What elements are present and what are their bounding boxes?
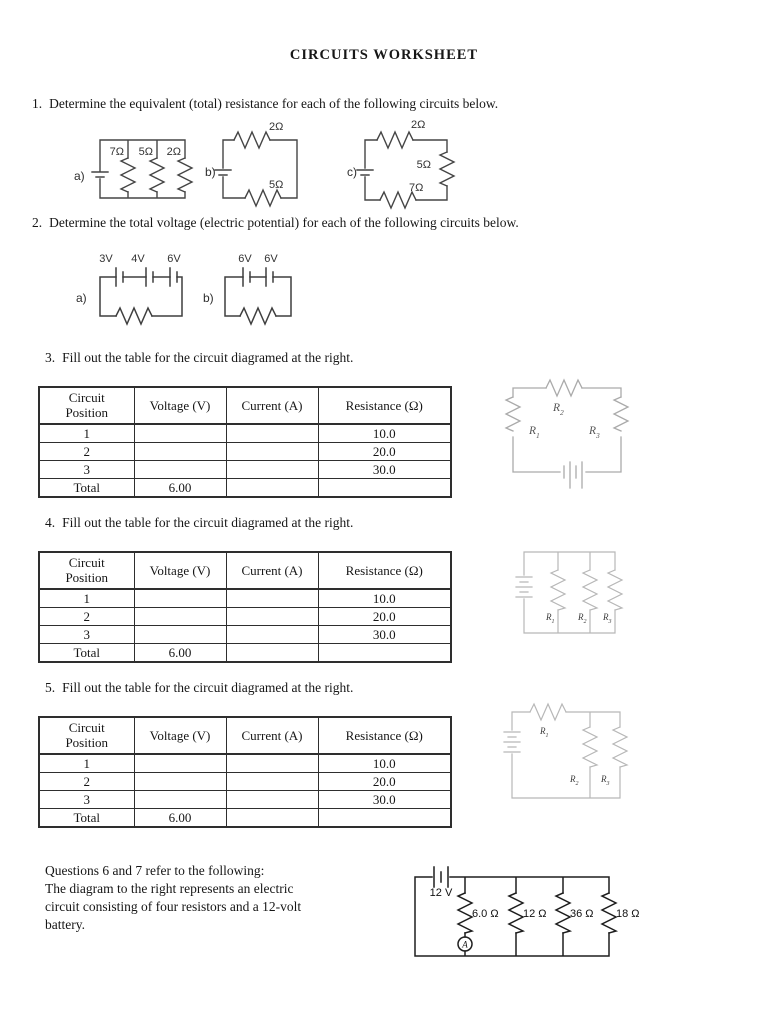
table-row bbox=[39, 608, 451, 626]
table-row bbox=[39, 809, 451, 828]
table-cell bbox=[134, 589, 226, 608]
col-header-circuit-position: Circuit Position bbox=[39, 717, 134, 754]
table bbox=[38, 716, 452, 828]
resistor-symbol bbox=[546, 380, 582, 396]
battery-symbol bbox=[146, 268, 153, 286]
resistor-symbol bbox=[116, 308, 152, 324]
battery-label: 6V bbox=[264, 253, 278, 265]
question-4-text: Fill out the table for the circuit diagramed at the right. bbox=[62, 515, 354, 530]
table-cell bbox=[134, 773, 226, 791]
resistor-symbol bbox=[556, 893, 570, 933]
table-header-row bbox=[39, 552, 451, 589]
table-cell bbox=[134, 626, 226, 644]
table-cell: 2 bbox=[39, 443, 134, 461]
resistor-label: 18 Ω bbox=[616, 908, 640, 920]
resistor-label: 2Ω bbox=[269, 121, 284, 133]
circuit-q4-diagram bbox=[510, 542, 645, 642]
resistor-symbol bbox=[440, 152, 454, 186]
table-row bbox=[39, 589, 451, 608]
table-cell: 10.0 bbox=[318, 424, 451, 443]
results-table-q4 bbox=[38, 551, 452, 663]
page-title: CIRCUITS WORKSHEET bbox=[289, 47, 479, 63]
circuit-q5-diagram bbox=[500, 690, 635, 815]
wire bbox=[512, 712, 620, 798]
table-cell bbox=[226, 589, 318, 608]
table-cell: 10.0 bbox=[318, 589, 451, 608]
table bbox=[38, 551, 452, 663]
ammeter-symbol bbox=[458, 937, 472, 951]
wire bbox=[365, 140, 447, 200]
table-cell bbox=[134, 461, 226, 479]
table-cell bbox=[226, 443, 318, 461]
resistor-symbol bbox=[614, 397, 628, 431]
table-cell: 20.0 bbox=[318, 608, 451, 626]
resistor-label: 5Ω bbox=[138, 146, 153, 158]
circuit-letter-label: b) bbox=[203, 291, 214, 305]
battery-symbol bbox=[170, 268, 177, 286]
resistor-symbol bbox=[377, 132, 413, 148]
table-row bbox=[39, 424, 451, 443]
table-cell bbox=[226, 809, 318, 828]
table-cell bbox=[134, 608, 226, 626]
question-4 bbox=[45, 515, 353, 531]
wire bbox=[524, 552, 615, 633]
results-table-q3 bbox=[38, 386, 452, 498]
question-4-number: 4. bbox=[45, 515, 56, 530]
table-cell: 1 bbox=[39, 589, 134, 608]
table-row bbox=[39, 644, 451, 663]
resistor-label: 6.0 Ω bbox=[472, 908, 499, 920]
question-6-7-intro bbox=[45, 862, 375, 934]
col-header-current: Current (A) bbox=[226, 717, 318, 754]
intro-line-4: battery. bbox=[45, 917, 85, 932]
battery-label: 6V bbox=[238, 253, 252, 265]
question-3 bbox=[45, 350, 353, 366]
table-cell bbox=[226, 626, 318, 644]
question-5-number: 5. bbox=[45, 680, 56, 695]
question-3-number: 3. bbox=[45, 350, 56, 365]
battery-label: 12 V bbox=[429, 887, 453, 899]
table-row bbox=[39, 626, 451, 644]
circuit-letter-label: c) bbox=[347, 165, 357, 179]
table-cell bbox=[134, 754, 226, 773]
table-cell: 30.0 bbox=[318, 461, 451, 479]
battery-label: 6V bbox=[167, 253, 181, 265]
question-2-number: 2. bbox=[32, 215, 43, 230]
intro-line-1: Questions 6 and 7 refer to the following: bbox=[45, 863, 265, 878]
table-cell: 1 bbox=[39, 754, 134, 773]
resistor-symbol bbox=[178, 158, 192, 192]
col-header-voltage: Voltage (V) bbox=[134, 387, 226, 424]
battery-symbol bbox=[116, 268, 123, 286]
battery-symbol bbox=[243, 268, 250, 286]
resistor-symbol bbox=[121, 158, 135, 192]
battery-symbol bbox=[504, 732, 520, 752]
table-cell: 3 bbox=[39, 791, 134, 809]
circuit-2b-diagram bbox=[195, 248, 315, 328]
circuit-letter-label: b) bbox=[205, 165, 216, 179]
table-cell: 6.00 bbox=[134, 479, 226, 498]
resistor-label: 2Ω bbox=[411, 119, 426, 131]
col-header-circuit-position: Circuit Position bbox=[39, 387, 134, 424]
resistor-symbol bbox=[240, 308, 276, 324]
resistor-label: $R_2$ bbox=[570, 774, 579, 787]
table-cell bbox=[226, 754, 318, 773]
table-cell: 1 bbox=[39, 424, 134, 443]
table-cell: 20.0 bbox=[318, 773, 451, 791]
table-header-row bbox=[39, 387, 451, 424]
resistor-label: $R_1$ bbox=[546, 612, 555, 625]
table-cell bbox=[226, 644, 318, 663]
resistor-symbol bbox=[608, 570, 622, 610]
battery-label: 4V bbox=[131, 253, 145, 265]
table-row bbox=[39, 773, 451, 791]
battery-symbol bbox=[266, 268, 273, 286]
resistor-symbol bbox=[150, 158, 164, 192]
resistor-label: 7Ω bbox=[409, 182, 424, 194]
resistor-label: $R_2$ bbox=[578, 612, 587, 625]
circuit-q67-diagram bbox=[408, 855, 658, 967]
table-cell: 6.00 bbox=[134, 809, 226, 828]
ammeter-label: A bbox=[462, 939, 468, 950]
intro-line-3: circuit consisting of four resistors and a 12-volt bbox=[45, 899, 302, 914]
table-row bbox=[39, 791, 451, 809]
question-2 bbox=[32, 215, 519, 231]
circuit-letter-label: a) bbox=[76, 291, 87, 305]
table-cell bbox=[226, 791, 318, 809]
col-header-resistance: Resistance (Ω) bbox=[318, 387, 451, 424]
table-cell bbox=[226, 424, 318, 443]
table-cell: 30.0 bbox=[318, 791, 451, 809]
resistor-label: 2Ω bbox=[166, 146, 181, 158]
battery-symbol bbox=[92, 172, 108, 177]
question-1 bbox=[32, 96, 498, 112]
question-5 bbox=[45, 680, 353, 696]
resistor-label: 5Ω bbox=[269, 179, 284, 191]
col-header-voltage: Voltage (V) bbox=[134, 717, 226, 754]
wire bbox=[223, 140, 297, 198]
table-cell: 10.0 bbox=[318, 754, 451, 773]
resistor-symbol bbox=[458, 893, 472, 933]
resistor-symbol bbox=[551, 570, 565, 610]
table-cell: 30.0 bbox=[318, 626, 451, 644]
battery-label: 3V bbox=[99, 253, 113, 265]
col-header-circuit-position: Circuit Position bbox=[39, 552, 134, 589]
resistor-symbol bbox=[509, 893, 523, 933]
battery-symbol bbox=[564, 462, 582, 488]
table-row bbox=[39, 479, 451, 498]
resistor-symbol bbox=[613, 727, 627, 767]
table-cell: Total bbox=[39, 479, 134, 498]
table-header-row bbox=[39, 717, 451, 754]
table-row bbox=[39, 443, 451, 461]
intro-line-2: The diagram to the right represents an electric bbox=[45, 881, 294, 896]
col-header-current: Current (A) bbox=[226, 387, 318, 424]
resistor-symbol bbox=[245, 190, 281, 206]
battery-symbol bbox=[357, 170, 373, 175]
resistor-label: $R_3$ bbox=[601, 774, 610, 787]
question-3-text: Fill out the table for the circuit diagramed at the right. bbox=[62, 350, 354, 365]
resistor-symbol bbox=[506, 397, 520, 431]
circuit-2a-diagram bbox=[72, 248, 207, 328]
resistor-label: $R_1$ bbox=[529, 425, 540, 440]
battery-symbol bbox=[434, 867, 448, 887]
table-cell: Total bbox=[39, 809, 134, 828]
table-cell: 20.0 bbox=[318, 443, 451, 461]
circuit-1c-diagram bbox=[345, 112, 470, 210]
table-cell bbox=[226, 608, 318, 626]
resistor-label: $R_3$ bbox=[589, 425, 600, 440]
table-cell: 3 bbox=[39, 626, 134, 644]
table-cell: 3 bbox=[39, 461, 134, 479]
table-cell bbox=[226, 479, 318, 498]
question-5-text: Fill out the table for the circuit diagramed at the right. bbox=[62, 680, 354, 695]
resistor-label: $R_3$ bbox=[603, 612, 612, 625]
col-header-resistance: Resistance (Ω) bbox=[318, 552, 451, 589]
resistor-label: 7Ω bbox=[109, 146, 124, 158]
col-header-voltage: Voltage (V) bbox=[134, 552, 226, 589]
table-cell bbox=[318, 479, 451, 498]
resistor-label: 36 Ω bbox=[570, 908, 594, 920]
circuit-letter-label: a) bbox=[74, 169, 85, 183]
resistor-symbol bbox=[234, 132, 270, 148]
question-2-text: Determine the total voltage (electric potential) for each of the following circuits below. bbox=[49, 215, 519, 230]
resistor-symbol bbox=[530, 704, 566, 720]
table-cell bbox=[226, 461, 318, 479]
table-row bbox=[39, 461, 451, 479]
table-cell bbox=[134, 791, 226, 809]
table-row bbox=[39, 754, 451, 773]
resistor-symbol bbox=[602, 893, 616, 933]
circuit-1a-diagram bbox=[72, 128, 202, 208]
battery-symbol bbox=[516, 577, 532, 597]
resistor-label: 12 Ω bbox=[523, 908, 547, 920]
battery-symbol bbox=[215, 170, 231, 175]
resistor-symbol bbox=[583, 727, 597, 767]
table-cell bbox=[226, 773, 318, 791]
resistor-label: $R_1$ bbox=[540, 726, 549, 739]
table-cell bbox=[318, 809, 451, 828]
circuit-q3-diagram bbox=[505, 375, 645, 500]
table-cell: Total bbox=[39, 644, 134, 663]
table bbox=[38, 386, 452, 498]
question-1-number: 1. bbox=[32, 96, 43, 111]
table-cell: 2 bbox=[39, 608, 134, 626]
col-header-resistance: Resistance (Ω) bbox=[318, 717, 451, 754]
table-cell bbox=[318, 644, 451, 663]
wire bbox=[225, 277, 291, 316]
table-cell bbox=[134, 424, 226, 443]
resistor-label: $R_2$ bbox=[553, 402, 564, 417]
col-header-current: Current (A) bbox=[226, 552, 318, 589]
results-table-q5 bbox=[38, 716, 452, 828]
resistor-symbol bbox=[380, 192, 416, 208]
resistor-label: 5Ω bbox=[416, 159, 431, 171]
resistor-symbol bbox=[583, 570, 597, 610]
table-cell: 2 bbox=[39, 773, 134, 791]
circuit-1b-diagram bbox=[200, 118, 330, 210]
question-1-text: Determine the equivalent (total) resistance for each of the following circuits below. bbox=[49, 96, 499, 111]
table-cell: 6.00 bbox=[134, 644, 226, 663]
table-cell bbox=[134, 443, 226, 461]
